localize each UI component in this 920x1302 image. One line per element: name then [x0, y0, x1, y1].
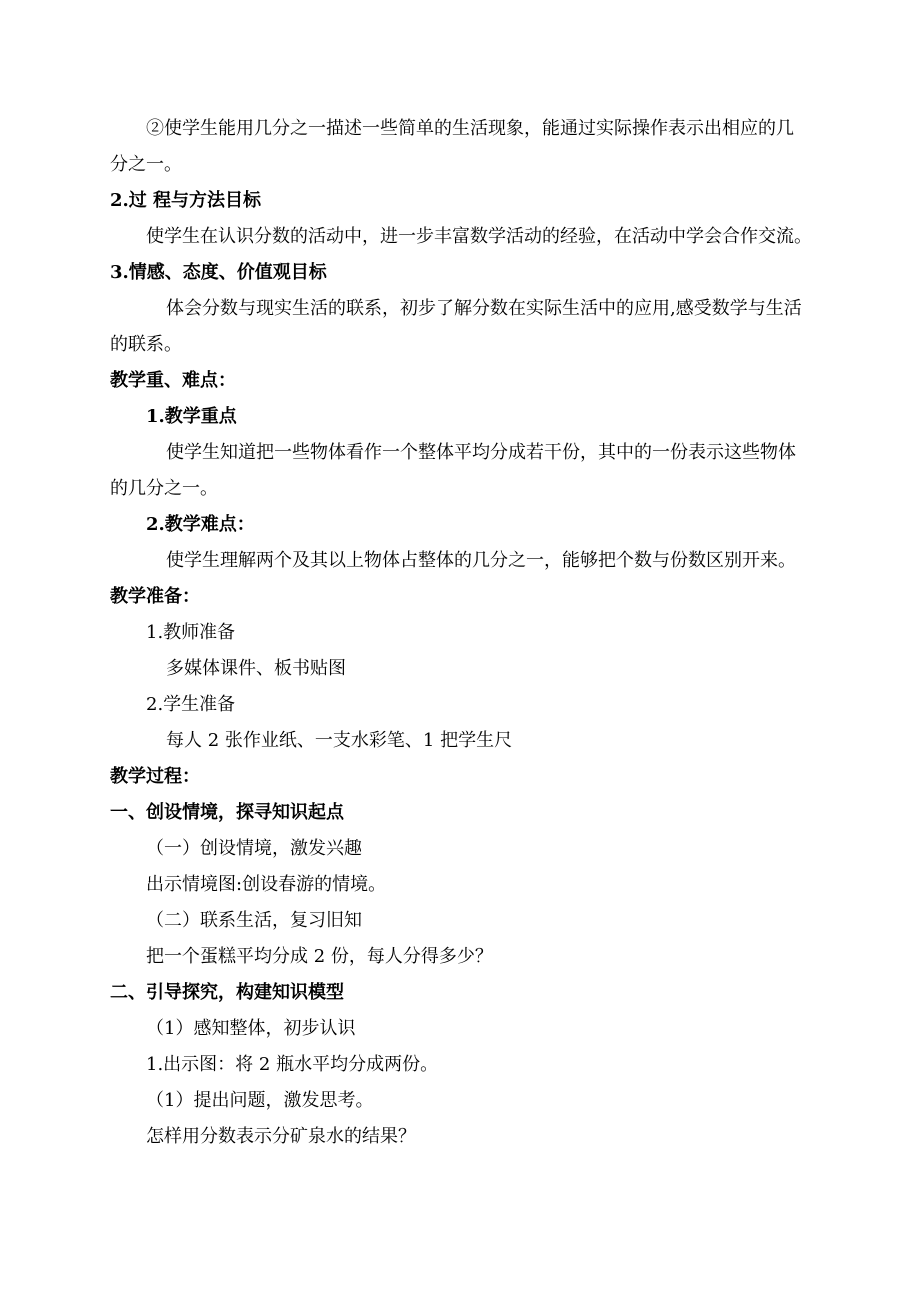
- subsection-heading: 2.教学难点：: [146, 514, 255, 535]
- section-heading: 3.情感、态度、价值观目标: [110, 262, 327, 283]
- text-line: 把一个蛋糕平均分成 2 份，每人分得多少？: [146, 946, 493, 967]
- text-line: 怎样用分数表示分矿泉水的结果？: [146, 1126, 416, 1147]
- text-line: （一）创设情境，激发兴趣: [146, 838, 362, 859]
- section-heading: 教学准备：: [110, 586, 200, 607]
- text-line: 每人 2 张作业纸、一支水彩笔、1 把学生尺: [166, 730, 513, 751]
- text-line: （二）联系生活，复习旧知: [146, 910, 362, 931]
- section-heading: 2.过 程与方法目标: [110, 190, 262, 211]
- subsection-heading: 1.教学重点: [146, 406, 237, 427]
- text-line: 的几分之一。: [110, 478, 218, 499]
- text-line: 多媒体课件、板书贴图: [166, 658, 346, 679]
- text-line: （1）提出问题，激发思考。: [146, 1090, 374, 1111]
- text-line: ②使学生能用几分之一描述一些简单的生活现象，能通过实际操作表示出相应的几: [146, 118, 794, 139]
- text-line: 体会分数与现实生活的联系，初步了解分数在实际生活中的应用,感受数学与生活: [166, 298, 802, 319]
- text-line: 分之一。: [110, 154, 182, 175]
- text-line: 出示情境图:创设春游的情境。: [146, 874, 387, 895]
- section-heading: 二、引导探究，构建知识模型: [110, 982, 344, 1003]
- text-line: 使学生在认识分数的活动中，进一步丰富数学活动的经验，在活动中学会合作交流。: [146, 226, 812, 247]
- text-line: 1.教师准备: [146, 622, 236, 643]
- text-line: 1.出示图：将 2 瓶水平均分成两份。: [146, 1054, 439, 1075]
- section-heading: 一、创设情境，探寻知识起点: [110, 802, 344, 823]
- text-line: 使学生理解两个及其以上物体占整体的几分之一，能够把个数与份数区别开来。: [166, 550, 796, 571]
- section-heading: 教学过程：: [110, 766, 200, 787]
- text-line: 的联系。: [110, 334, 182, 355]
- text-line: （1）感知整体，初步认识: [146, 1018, 356, 1039]
- section-heading: 教学重、难点：: [110, 370, 236, 391]
- text-line: 2.学生准备: [146, 694, 236, 715]
- text-line: 使学生知道把一些物体看作一个整体平均分成若干份，其中的一份表示这些物体: [166, 442, 796, 463]
